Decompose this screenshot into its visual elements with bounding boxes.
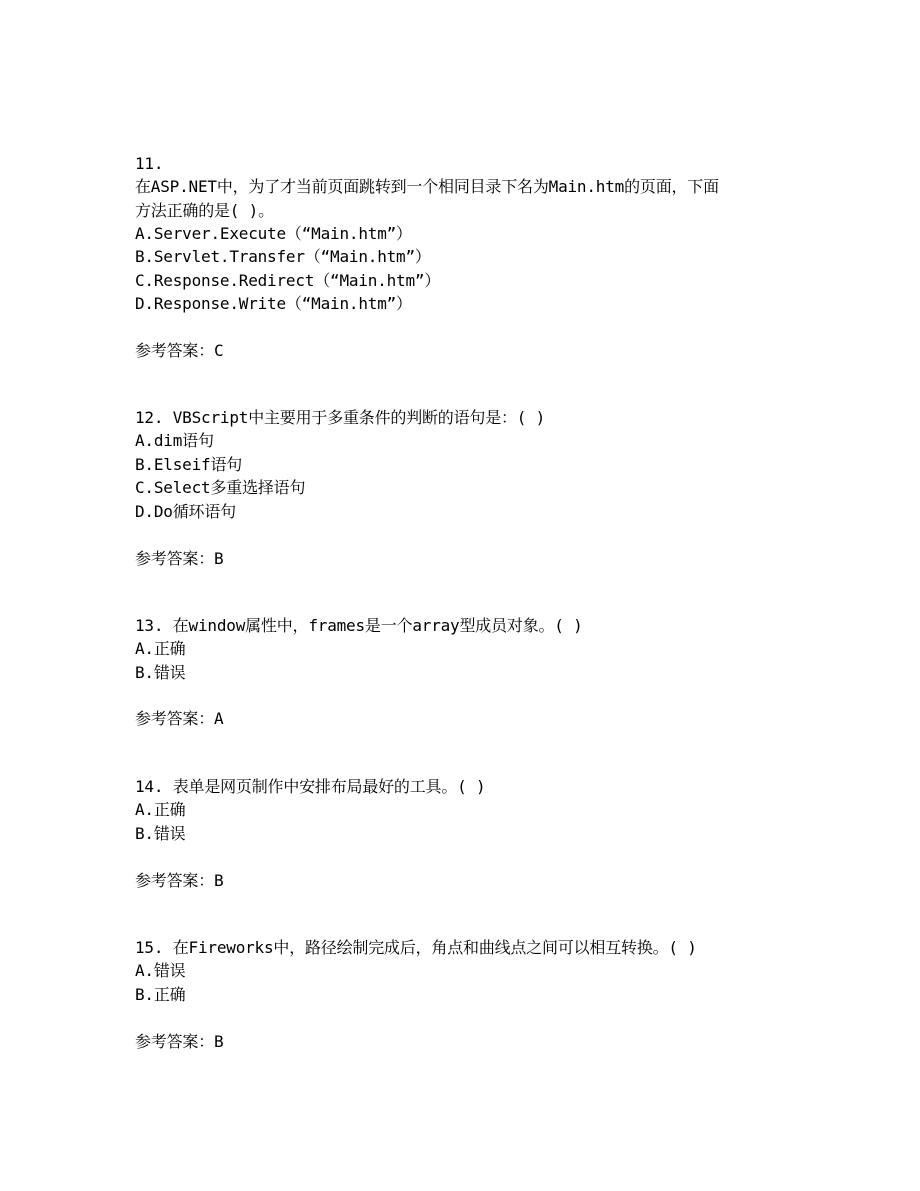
question-11-option-b: B.Servlet.Transfer（“Main.htm”） — [135, 247, 431, 266]
question-15-answer: 参考答案：B — [135, 1032, 224, 1051]
question-14-answer: 参考答案：B — [135, 871, 224, 890]
question-13-option-b: B.错误 — [135, 663, 186, 682]
question-12-option-b: B.Elseif语句 — [135, 455, 243, 474]
question-11-option-a: A.Server.Execute（“Main.htm”） — [135, 224, 412, 243]
question-11-number: 11. — [135, 154, 164, 173]
question-12-option-a: A.dim语句 — [135, 431, 214, 450]
question-14-option-a: A.正确 — [135, 800, 186, 819]
question-11-option-d: D.Response.Write（“Main.htm”） — [135, 294, 412, 313]
question-13-answer: 参考答案：A — [135, 709, 224, 728]
question-13-stem: 13. 在window属性中，frames是一个array型成员对象。( ) — [135, 616, 583, 635]
question-12-option-c: C.Select多重选择语句 — [135, 478, 306, 497]
question-14-stem: 14. 表单是网页制作中安排布局最好的工具。( ) — [135, 777, 486, 796]
question-14-option-b: B.错误 — [135, 824, 186, 843]
question-11-answer: 参考答案：C — [135, 341, 224, 360]
question-12-option-d: D.Do循环语句 — [135, 502, 236, 521]
question-12-stem: 12. VBScript中主要用于多重条件的判断的语句是：( ) — [135, 408, 546, 427]
question-11-stem-line-1: 在ASP.NET中，为了才当前页面跳转到一个相同目录下名为Main.htm的页面，下面 — [135, 177, 719, 196]
question-11-stem-line-2: 方法正确的是( )。 — [135, 201, 274, 220]
question-11-option-c: C.Response.Redirect（“Main.htm”） — [135, 271, 441, 290]
question-15-option-a: A.错误 — [135, 961, 186, 980]
question-12-answer: 参考答案：B — [135, 549, 224, 568]
question-15-stem: 15. 在Fireworks中，路径绘制完成后，角点和曲线点之间可以相互转换。( ) — [135, 938, 697, 957]
question-13-option-a: A.正确 — [135, 639, 186, 658]
question-15-option-b: B.正确 — [135, 985, 186, 1004]
